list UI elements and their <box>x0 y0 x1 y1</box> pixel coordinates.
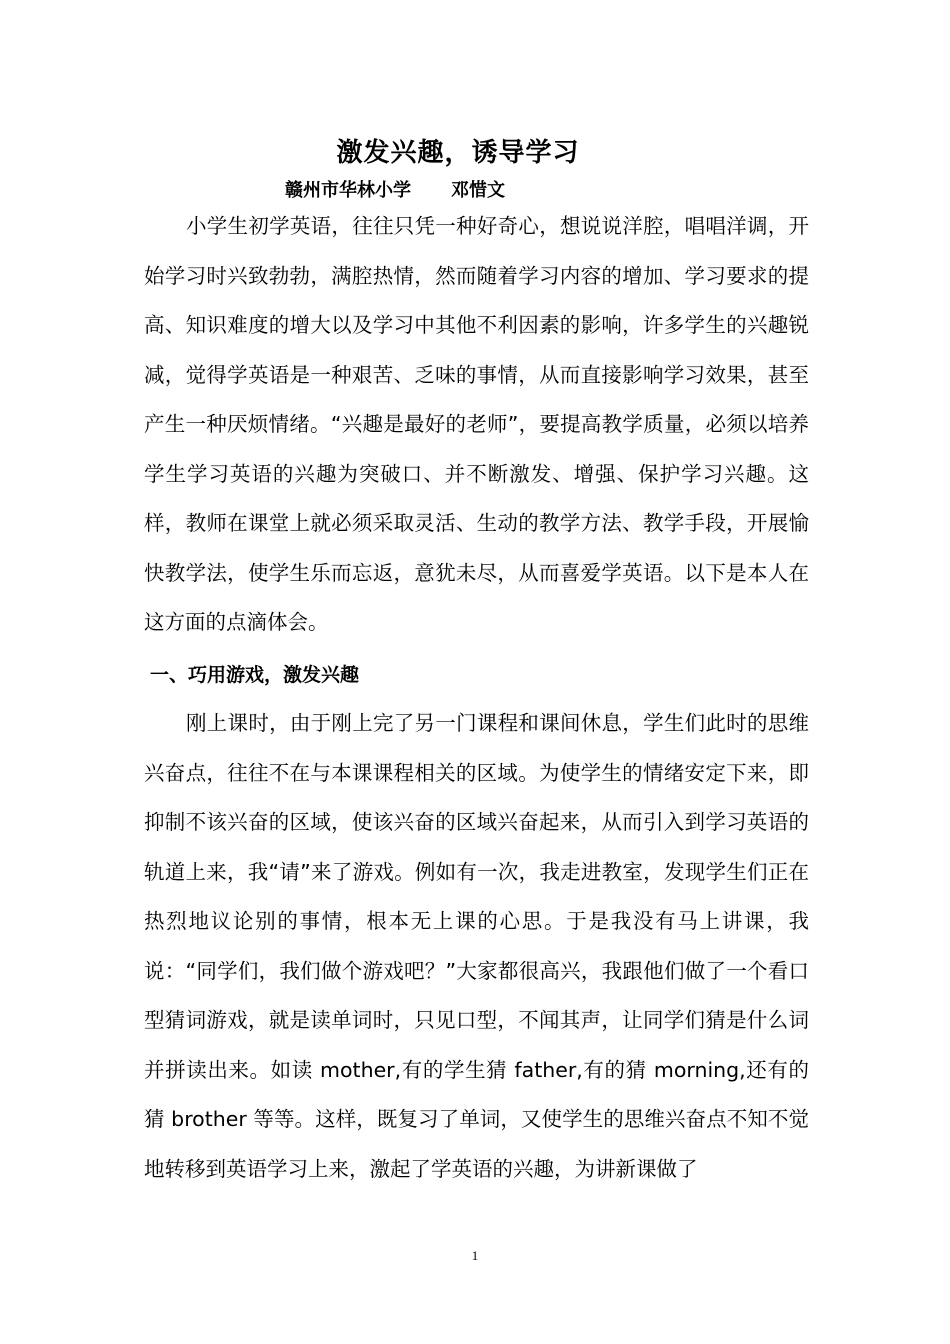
byline <box>285 176 505 202</box>
school-name: 赣州市华林小学 <box>285 180 411 201</box>
section-heading: 一、巧用游戏，激发兴趣 <box>150 664 360 686</box>
page-number: 1 <box>471 1248 479 1263</box>
section-paragraph: 刚上课时，由于刚上完了另一门课程和课间休息，学生们此时的思维兴奋点，往往不在与本课课程相关的区域。为使学生的情绪安定下来，即抑制不该兴奋的区域，使该兴奋的区域兴奋起来，从而引入到学习英语的轨道上来，我“请”来了游戏。例如有一次，我走进教室，发现学生们正在热烈地议论别的事情，根本无上课的心思。于是我没有马上讲课，我说：“同学们，我们做个游戏吧？”大家都很高兴，我跟他们做了一个看口型猜词游戏，就是读单词时，只见口型，不闻其声，让同学们猜是什么词并拼读出来。如读 mother,有的学生猜 father,有的猜 morning,还有的猜 brother 等等。这样，既复习了单词，又使学生的思维兴奋点不知不觉地转移到英语学习上来，激起了学英语的兴趣，为讲新课做了 <box>144 711 809 1181</box>
document-title: 激发兴趣，诱导学习 <box>336 138 580 168</box>
intro-paragraph: 小学生初学英语，往往只凭一种好奇心，想说说洋腔，唱唱洋调，开始学习时兴致勃勃，满腔热情，然而随着学习内容的增加、学习要求的提高、知识难度的增大以及学习中其他不利因素的影响，许多学生的兴趣锐减，觉得学英语是一种艰苦、乏味的事情，从而直接影响学习效果，甚至产生一种厌烦情绪。“兴趣是最好的老师”，要提高教学质量，必须以培养学生学习英语的兴趣为突破口、并不断激发、增强、保护学习兴趣。这样，教师在课堂上就必须采取灵活、生动的教学方法、教学手段，开展愉快教学法，使学生乐而忘返，意犹未尽，从而喜爱学英语。以下是本人在这方面的点滴体会。 <box>144 214 809 634</box>
author-name: 邓惜文 <box>451 180 505 201</box>
